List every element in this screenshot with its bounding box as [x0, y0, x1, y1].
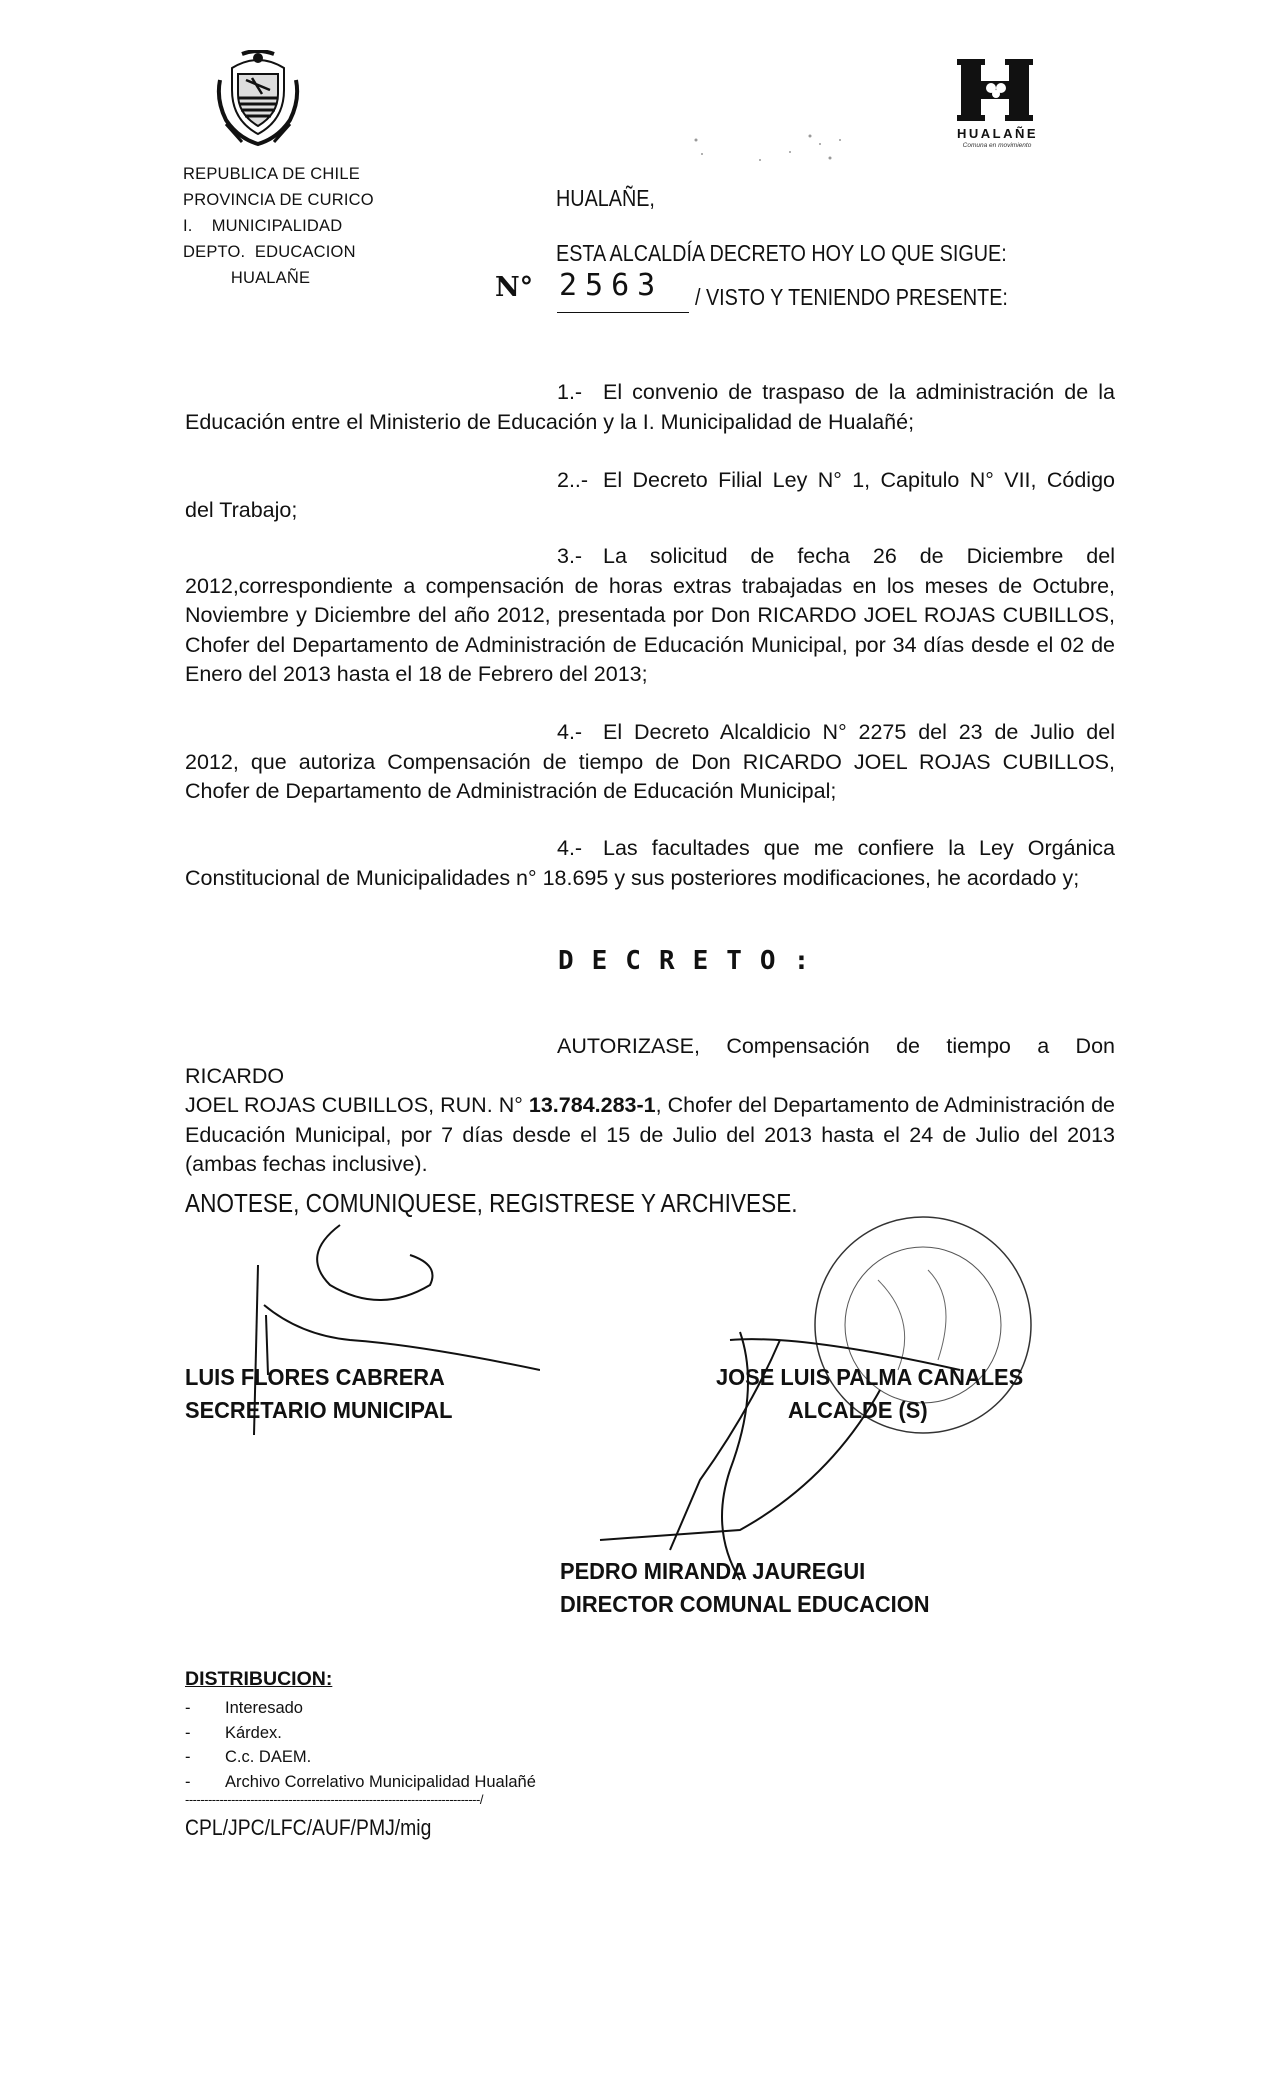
- consideration-5: [185, 834, 1115, 893]
- mayor-block: [716, 1364, 1046, 1424]
- item-number: 4.-: [557, 720, 583, 744]
- item-text: Constitucional de Municipalidades n° 18.695 y sus posteriores modificaciones, he acordado y;: [185, 865, 1080, 890]
- secretary-block: [185, 1364, 473, 1424]
- item-first-line: El Decreto Filial Ley N° 1, Capitulo N° VII, Código: [603, 468, 1115, 492]
- list-item: - Archivo Correlativo Municipalidad Hualañé: [185, 1770, 536, 1795]
- consideration-2: [185, 466, 1115, 525]
- resolution-text-a: JOEL ROJAS CUBILLOS, RUN. N°: [185, 1093, 529, 1117]
- item-number: 2..-: [557, 468, 589, 492]
- consideration-3: [185, 542, 1115, 690]
- resolution-first-line: AUTORIZASE, Compensación de tiempo a Don RICARDO: [185, 1034, 1115, 1088]
- secretary-title: SECRETARIO MUNICIPAL: [185, 1397, 453, 1423]
- distribution-title: DISTRIBUCION:: [185, 1668, 333, 1690]
- decreto-heading: DECRETO:: [558, 946, 828, 976]
- director-title: DIRECTOR COMUNAL EDUCACION: [560, 1591, 930, 1617]
- logo-label: HUALAÑE: [957, 126, 1039, 141]
- header-line: REPUBLICA DE CHILE: [183, 165, 360, 183]
- place-name: HUALAÑE,: [556, 185, 655, 211]
- consideration-4: [185, 718, 1115, 807]
- distribution-list: [185, 1696, 536, 1794]
- item-text: 2012, que autoriza Compensación de tiempo de Don RICARDO JOEL ROJAS CUBILLOS, Chofer de Departamento de Administración de Educación Municipal;: [185, 749, 1115, 803]
- coat-of-arms-emblem: [212, 50, 304, 155]
- director-block: [560, 1558, 957, 1618]
- list-item: - Kárdex.: [185, 1721, 536, 1746]
- item-number: 1.-: [557, 380, 583, 404]
- number-label: N°: [495, 272, 534, 303]
- header-line: PROVINCIA DE CURICO: [183, 191, 374, 209]
- header-line: HUALAÑE: [183, 269, 311, 287]
- logo-subtitle: Comuna en movimiento: [962, 142, 1032, 149]
- item-text: 2012,correspondiente a compensación de horas extras trabajadas en los meses de Octubre, Noviembre y Diciembre del año 2012, presentada por Don RICARDO JOEL ROJAS CUBILLOS, Chofer del Departamento de Administración de Educación Municipal, por 34 días desde el 02 de Enero del 2013 hasta el 18 de Febrero del 2013;: [185, 573, 1115, 686]
- visto-heading: / VISTO Y TENIENDO PRESENTE:: [695, 284, 1008, 310]
- resolution-text: [185, 1091, 1115, 1180]
- list-item: - Interesado: [185, 1696, 536, 1721]
- decree-intro: ESTA ALCALDÍA DECRETO HOY LO QUE SIGUE:: [556, 240, 1007, 266]
- municipality-header: [183, 161, 374, 291]
- consideration-1: [185, 378, 1115, 437]
- item-text: Educación entre el Ministerio de Educación y la I. Municipalidad de Hualañé;: [185, 409, 915, 434]
- director-name: PEDRO MIRANDA JAUREGUI: [560, 1558, 866, 1584]
- item-number: 3.-: [557, 544, 583, 568]
- resolution-text-b: , Chofer del Departamento de Administración de Educación Municipal, por 7 días desde el 15 de Julio del 2013 hasta el 24 de Julio del 2013 (ambas fechas inclusive).: [185, 1093, 1115, 1176]
- resolution-paragraph: [185, 1032, 1115, 1180]
- secretary-name: LUIS FLORES CABRERA: [185, 1364, 445, 1390]
- run-number: 13.784.283-1: [528, 1093, 656, 1117]
- list-item-label: Kárdex.: [225, 1723, 282, 1742]
- list-item-label: Interesado: [225, 1699, 303, 1717]
- hualane-logo: [957, 55, 1033, 130]
- list-item-label: C.c. DAEM.: [225, 1748, 312, 1766]
- item-first-line: El Decreto Alcaldicio N° 2275 del 23 de Julio del: [603, 720, 1115, 744]
- item-first-line: El convenio de traspaso de la administración de la: [603, 380, 1115, 404]
- decree-number-block: [495, 268, 1008, 310]
- header-line: DEPTO. EDUCACION: [183, 243, 356, 261]
- item-text: del Trabajo;: [185, 497, 298, 522]
- decree-number: 2563: [559, 268, 664, 303]
- number-underline: [557, 312, 689, 313]
- mayor-name: JOSE LUIS PALMA CANALES: [716, 1364, 1024, 1390]
- closing-formula: ANOTESE, COMUNIQUESE, REGISTRESE Y ARCHIVESE.: [185, 1188, 798, 1218]
- item-first-line: Las facultades que me confiere la Ley Orgánica: [603, 836, 1115, 860]
- header-line: I. MUNICIPALIDAD: [183, 217, 343, 235]
- scan-noise: [690, 130, 870, 175]
- list-item-label: Archivo Correlativo Municipalidad Hualañé: [225, 1772, 536, 1791]
- list-item: - C.c. DAEM.: [185, 1745, 536, 1770]
- initials: CPL/JPC/LFC/AUF/PMJ/mig: [185, 1815, 432, 1840]
- item-first-line: La solicitud de fecha 26 de Diciembre del: [603, 544, 1115, 568]
- separator-line: -----------------------------------------------------------------------------/: [185, 1792, 483, 1807]
- item-number: 4.-: [557, 836, 583, 860]
- mayor-title: ALCALDE (S): [788, 1397, 928, 1423]
